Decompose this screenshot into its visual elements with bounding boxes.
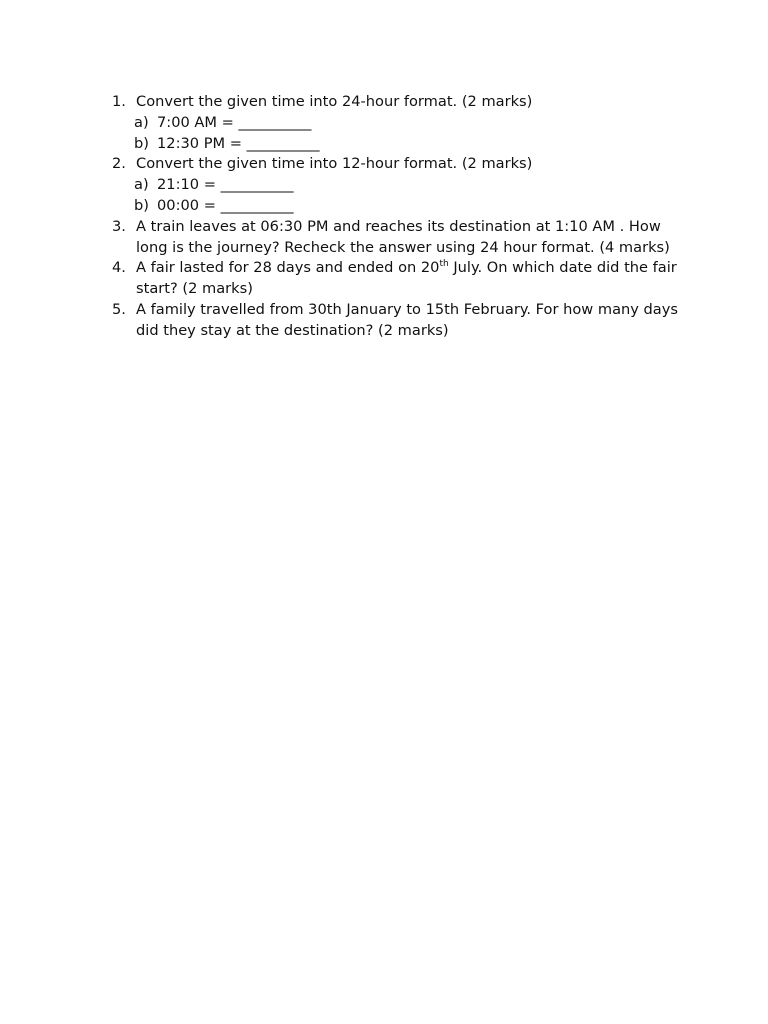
- question-5: [112, 300, 692, 342]
- question-2: [112, 154, 692, 175]
- question-text: A family travelled from 30th January to 15th February. For how many days did they stay at the destination? (2 marks): [136, 300, 678, 339]
- question-number: 4.: [112, 259, 126, 277]
- question-text: A train leaves at 06:30 PM and reaches its destination at 1:10 AM . How long is the journey? Recheck the answer using 24 hour format. (4 marks): [136, 217, 670, 256]
- subitem-letter: a): [134, 176, 149, 194]
- question-number: 5.: [112, 300, 126, 318]
- subitem-letter: a): [134, 113, 149, 131]
- question-1: [112, 92, 692, 113]
- question-text-after: July. On which date did the fair start? (2 marks): [136, 259, 677, 298]
- ordinal-superscript: th: [439, 259, 449, 270]
- question-4: [112, 258, 692, 300]
- question-text-before: A fair lasted for 28 days and ended on 20: [136, 259, 440, 277]
- question-number: 3.: [112, 217, 126, 235]
- subitem-text: 7:00 AM = __________: [157, 113, 312, 131]
- subitem-letter: b): [134, 196, 149, 214]
- subitem-letter: b): [134, 134, 149, 152]
- subitem-text: 12:30 PM = __________: [157, 134, 320, 152]
- question-text: Convert the given time into 24-hour format. (2 marks): [136, 93, 533, 110]
- subitem-text: 21:10 = __________: [157, 176, 294, 194]
- question-2-subitem-b: [112, 196, 692, 217]
- subitem-text: 00:00 = __________: [157, 196, 294, 214]
- question-2-subitem-a: [112, 175, 692, 196]
- question-list: [112, 92, 692, 342]
- question-3: [112, 217, 692, 259]
- question-text: Convert the given time into 12-hour format. (2 marks): [136, 155, 533, 173]
- question-number: 2.: [112, 155, 126, 173]
- question-number: 1.: [112, 93, 126, 110]
- question-1-subitem-b: [112, 134, 692, 155]
- question-1-subitem-a: [112, 113, 692, 134]
